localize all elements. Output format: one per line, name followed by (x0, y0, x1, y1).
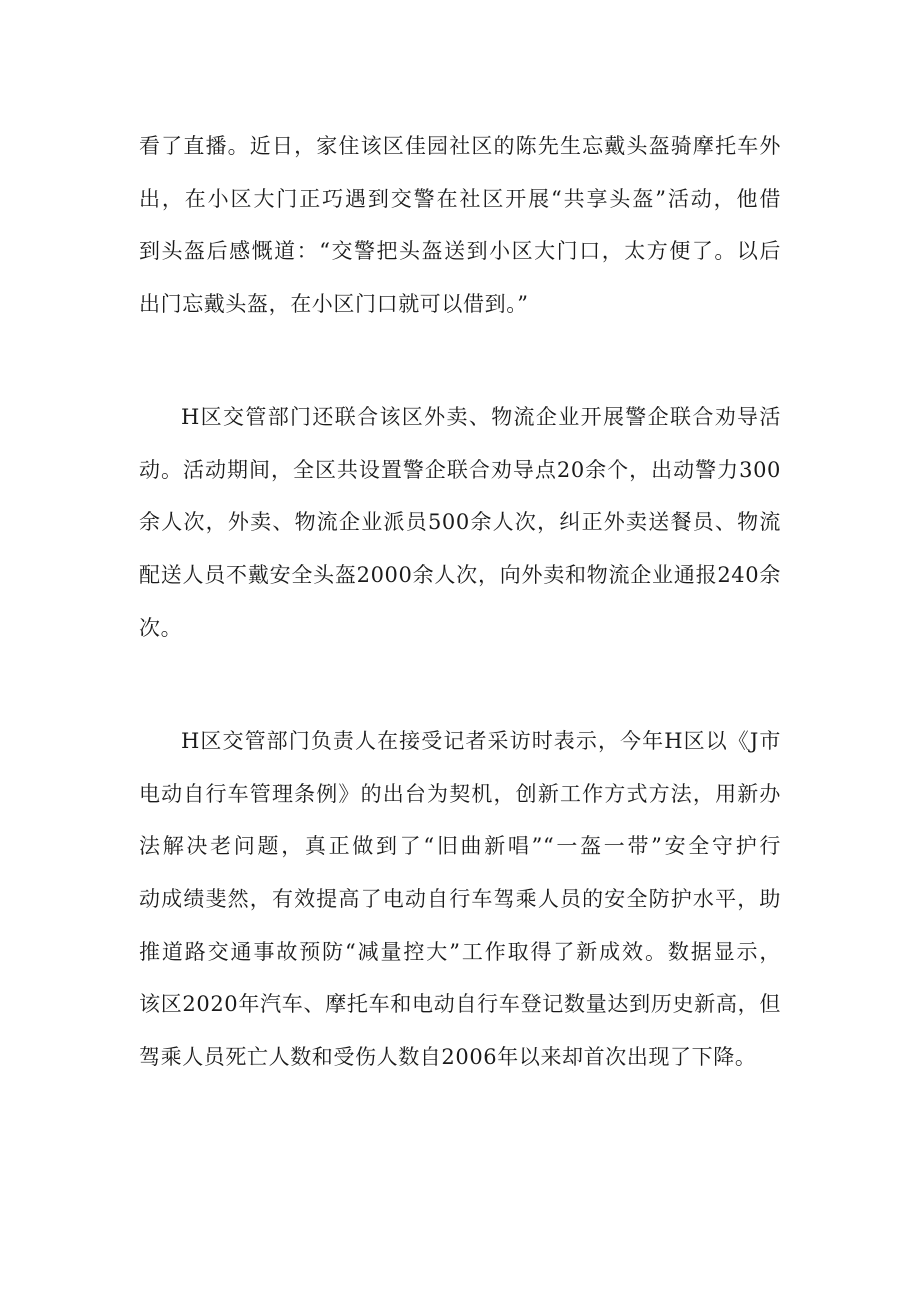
text-line: H区交管部门负责人在接受记者采访时表示，今年H区以《J市 (181, 729, 781, 753)
text-line: 余人次，外卖、物流企业派员500余人次，纠正外卖送餐员、物流 (139, 510, 781, 535)
text-line: 动成绩斐然，有效提高了电动自行车驾乘人员的安全防护水平，助 (139, 887, 781, 912)
text-line: 推道路交通事故预防“减量控大”工作取得了新成效。数据显示， (139, 939, 781, 964)
text-line: 电动自行车管理条例》的出台为契机，创新工作方式方法，用新办 (139, 781, 781, 806)
paragraph-3 (139, 715, 781, 1084)
text-line: 法解决老问题，真正做到了“旧曲新唱”“一盔一带”安全守护行 (139, 834, 781, 859)
text-line: 该区2020年汽车、摩托车和电动自行车登记数量达到历史新高，但 (139, 992, 781, 1017)
text-line: 看了直播。近日，家住该区佳园社区的陈先生忘戴头盔骑摩托车外 (139, 134, 781, 158)
text-line: 出，在小区大门正巧遇到交警在社区开展“共享头盔”活动，他借 (139, 186, 781, 211)
text-line: 驾乘人员死亡人数和受伤人数自2006年以来却首次出现了下降。 (139, 1045, 757, 1070)
text-line: 次。 (139, 615, 183, 640)
text-line: H区交管部门还联合该区外卖、物流企业开展警企联合劝导活 (181, 405, 781, 429)
paragraph-1 (139, 120, 781, 331)
text-line: 配送人员不戴安全头盔2000余人次，向外卖和物流企业通报240余 (139, 563, 781, 588)
text-line: 出门忘戴头盔，在小区门口就可以借到。” (139, 292, 529, 317)
text-line: 动。活动期间，全区共设置警企联合劝导点20余个，出动警力300 (139, 457, 781, 482)
text-line: 到头盔后感慨道：“交警把头盔送到小区大门口，太方便了。以后 (139, 239, 781, 264)
paragraph-2 (139, 391, 781, 654)
